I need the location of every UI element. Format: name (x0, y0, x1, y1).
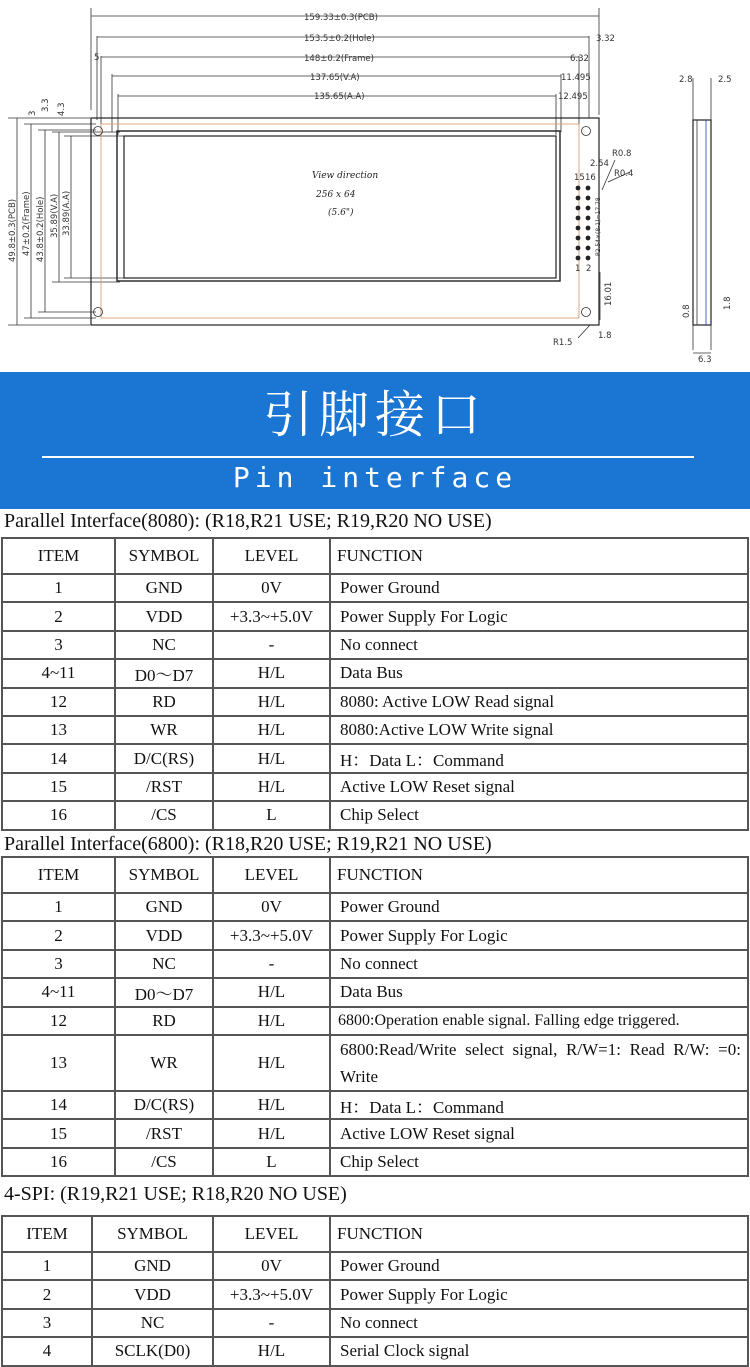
item-cell: 3 (2, 631, 115, 659)
side-dim-a: 2.8 (679, 75, 693, 85)
item-cell: 13 (2, 1035, 115, 1091)
symbol-cell: VDD (115, 921, 213, 949)
dim-va-width: 137.65(V.A) (310, 73, 360, 83)
function-cell: Power Ground (330, 893, 748, 921)
item-cell: 16 (2, 1148, 115, 1176)
symbol-cell: NC (92, 1309, 213, 1337)
item-cell: 1 (2, 1252, 92, 1280)
symbol-cell: VDD (115, 602, 213, 630)
col-item: ITEM (2, 857, 115, 893)
symbol-cell: GND (92, 1252, 213, 1280)
table-row (2, 716, 748, 744)
table-row (2, 950, 748, 978)
item-cell: 12 (2, 688, 115, 716)
col-level: LEVEL (213, 538, 330, 574)
dim-pcb-width: 159.33±0.3(PCB) (304, 13, 378, 23)
table-row (2, 921, 748, 949)
section-title-6800: Parallel Interface(6800): (R18,R20 USE; R19,R21 NO USE) (4, 833, 492, 855)
level-cell: H/L (213, 716, 330, 744)
mechanical-drawing (0, 0, 750, 372)
symbol-cell: SCLK(D0) (92, 1337, 213, 1365)
level-cell: - (213, 950, 330, 978)
symbol-cell: D0～D7 (115, 978, 213, 1006)
table-row (2, 1280, 748, 1308)
view-direction-label: View direction (312, 171, 379, 181)
corner-radius-label: R1.5 (553, 338, 573, 348)
function-cell: Active LOW Reset signal (330, 773, 748, 801)
pin-label-16: 16 (585, 173, 596, 183)
dim-offset-d: 12.495 (558, 92, 588, 102)
symbol-cell: RD (115, 1007, 213, 1035)
pin-label-2: 2 (586, 264, 592, 274)
function-cell: Chip Select (330, 1148, 748, 1176)
symbol-cell: WR (115, 716, 213, 744)
level-cell: H/L (213, 1091, 330, 1119)
symbol-cell: NC (115, 950, 213, 978)
banner-title-cn: 引脚接口 (263, 386, 487, 444)
item-cell: 15 (2, 773, 115, 801)
table-row (2, 978, 748, 1006)
symbol-cell: GND (115, 893, 213, 921)
level-cell: H/L (213, 978, 330, 1006)
dim-frame-height: 47±0.2(Frame) (22, 191, 32, 256)
item-cell: 1 (2, 893, 115, 921)
item-cell: 3 (2, 950, 115, 978)
function-cell: 8080:Active LOW Write signal (330, 716, 748, 744)
function-cell: Data Bus (330, 978, 748, 1006)
table-header (2, 1216, 748, 1252)
dim-hole-width: 153.5±0.2(Hole) (304, 34, 375, 44)
dim-aa-width: 135.65(A.A) (314, 92, 365, 102)
item-cell: 14 (2, 744, 115, 772)
level-cell: +3.3~+5.0V (213, 921, 330, 949)
size-label: (5.6") (328, 208, 354, 218)
item-cell: 2 (2, 1280, 92, 1308)
function-cell: Chip Select (330, 801, 748, 829)
function-cell: 8080: Active LOW Read signal (330, 688, 748, 716)
col-symbol: SYMBOL (92, 1216, 213, 1252)
table-row (2, 893, 748, 921)
table-row (2, 1007, 748, 1035)
pin-label-15: 15 (574, 173, 585, 183)
table-row (2, 1148, 748, 1176)
dim-hole-height: 43.8±0.2(Hole) (36, 196, 46, 262)
function-cell: No connect (330, 631, 748, 659)
table-header (2, 857, 748, 893)
symbol-cell: VDD (92, 1280, 213, 1308)
function-cell: H：Data L：Command (330, 1091, 748, 1119)
table-header (2, 538, 748, 574)
dim-aa-height: 33.89(A.A) (62, 190, 72, 236)
level-cell: +3.3~+5.0V (213, 602, 330, 630)
function-cell: Serial Clock signal (330, 1337, 748, 1365)
item-cell: 4 (2, 1337, 92, 1365)
col-function: FUNCTION (330, 1216, 748, 1252)
symbol-cell: D/C(RS) (115, 1091, 213, 1119)
level-cell: H/L (213, 1035, 330, 1091)
pin-radius-a: R0.8 (612, 149, 632, 159)
pin-pitch-label: 2.54 (590, 159, 609, 169)
dim-pcb-height: 49.8±0.3(PCB) (8, 198, 18, 262)
item-cell: 2 (2, 602, 115, 630)
item-cell: 4~11 (2, 978, 115, 1006)
function-cell: Power Supply For Logic (330, 1280, 748, 1308)
table-row (2, 574, 748, 602)
function-cell: No connect (330, 950, 748, 978)
col-function: FUNCTION (330, 857, 748, 893)
level-cell: H/L (213, 744, 330, 772)
level-cell: L (213, 1148, 330, 1176)
dim-offset-b: 6.32 (570, 54, 589, 64)
side-dim-b: 2.5 (718, 75, 732, 85)
function-cell: Power Supply For Logic (330, 602, 748, 630)
function-cell: 6800:Operation enable signal. Falling edge triggered. (330, 1007, 748, 1035)
symbol-cell: /RST (115, 1119, 213, 1147)
dim-top-a: 3 (28, 110, 38, 116)
table-row (2, 744, 748, 772)
symbol-cell: NC (115, 631, 213, 659)
item-cell: 15 (2, 1119, 115, 1147)
section-title-8080: Parallel Interface(8080): (R18,R21 USE; R19,R20 NO USE) (4, 510, 492, 532)
level-cell: H/L (213, 659, 330, 687)
function-cell: Power Supply For Logic (330, 921, 748, 949)
table-row (2, 631, 748, 659)
banner-divider (42, 456, 694, 458)
table-row (2, 801, 748, 829)
item-cell: 12 (2, 1007, 115, 1035)
pin-offset-label: 16.01 (604, 281, 614, 306)
level-cell: H/L (213, 773, 330, 801)
level-cell: H/L (213, 688, 330, 716)
pin-table-6800 (1, 856, 749, 1177)
table-row (2, 773, 748, 801)
item-cell: 16 (2, 801, 115, 829)
resolution-label: 256 x 64 (316, 190, 356, 200)
pin-table-8080 (1, 537, 749, 831)
function-cell: Data Bus (330, 659, 748, 687)
item-cell: 14 (2, 1091, 115, 1119)
col-level: LEVEL (213, 1216, 330, 1252)
pin-radius-b: R0.4 (614, 169, 634, 179)
item-cell: 13 (2, 716, 115, 744)
item-cell: 3 (2, 1309, 92, 1337)
function-cell: No connect (330, 1309, 748, 1337)
table-row (2, 1035, 748, 1091)
level-cell: 0V (213, 1252, 330, 1280)
dim-offset-c: 11.495 (561, 73, 591, 83)
symbol-cell: WR (115, 1035, 213, 1091)
col-function: FUNCTION (330, 538, 748, 574)
level-cell: L (213, 801, 330, 829)
symbol-cell: D0～D7 (115, 659, 213, 687)
table-row (2, 688, 748, 716)
table-row (2, 602, 748, 630)
symbol-cell: GND (115, 574, 213, 602)
table-row (2, 1309, 748, 1337)
function-cell: Power Ground (330, 1252, 748, 1280)
dim-frame-width: 148±0.2(Frame) (304, 54, 374, 64)
level-cell: H/L (213, 1337, 330, 1365)
dim-top-c: 4.3 (57, 102, 67, 116)
function-cell: 6800:Read/Write select signal, R/W=1: Read R/W: =0: Write (330, 1035, 748, 1091)
dim-offset-a: 3.32 (596, 34, 615, 44)
function-cell: Power Ground (330, 574, 748, 602)
side-dim-d: 1.8 (723, 296, 733, 310)
level-cell: H/L (213, 1119, 330, 1147)
level-cell: - (213, 1309, 330, 1337)
symbol-cell: D/C(RS) (115, 744, 213, 772)
symbol-cell: /CS (115, 801, 213, 829)
item-cell: 4~11 (2, 659, 115, 687)
pin-table-4spi (1, 1215, 749, 1367)
level-cell: - (213, 631, 330, 659)
col-item: ITEM (2, 1216, 92, 1252)
symbol-cell: /RST (115, 773, 213, 801)
symbol-cell: /CS (115, 1148, 213, 1176)
col-symbol: SYMBOL (115, 538, 213, 574)
item-cell: 1 (2, 574, 115, 602)
table-row (2, 1252, 748, 1280)
dim-offset-left: 5 (94, 53, 100, 63)
col-item: ITEM (2, 538, 115, 574)
level-cell: +3.3~+5.0V (213, 1280, 330, 1308)
side-dim-c: 0.8 (682, 304, 692, 318)
level-cell: H/L (213, 1007, 330, 1035)
side-dim-e: 6.3 (698, 355, 712, 365)
level-cell: 0V (213, 574, 330, 602)
function-cell: H：Data L：Command (330, 744, 748, 772)
section-title-4spi: 4-SPI: (R19,R21 USE; R18,R20 NO USE) (4, 1183, 347, 1205)
item-cell: 2 (2, 921, 115, 949)
dim-top-b: 3.3 (41, 98, 51, 112)
table-row (2, 1337, 748, 1365)
symbol-cell: RD (115, 688, 213, 716)
col-level: LEVEL (213, 857, 330, 893)
pin-span-label: P2.54×(8-1)=17.78 (595, 197, 602, 256)
table-row (2, 1119, 748, 1147)
section-banner (0, 372, 750, 509)
function-cell: Active LOW Reset signal (330, 1119, 748, 1147)
table-row (2, 1091, 748, 1119)
edge-offset-label: 1.8 (598, 331, 612, 341)
level-cell: 0V (213, 893, 330, 921)
banner-title-en: Pin interface (232, 461, 518, 494)
dim-va-height: 35.89(V.A) (50, 193, 60, 238)
pin-label-1: 1 (575, 264, 581, 274)
col-symbol: SYMBOL (115, 857, 213, 893)
table-row (2, 659, 748, 687)
